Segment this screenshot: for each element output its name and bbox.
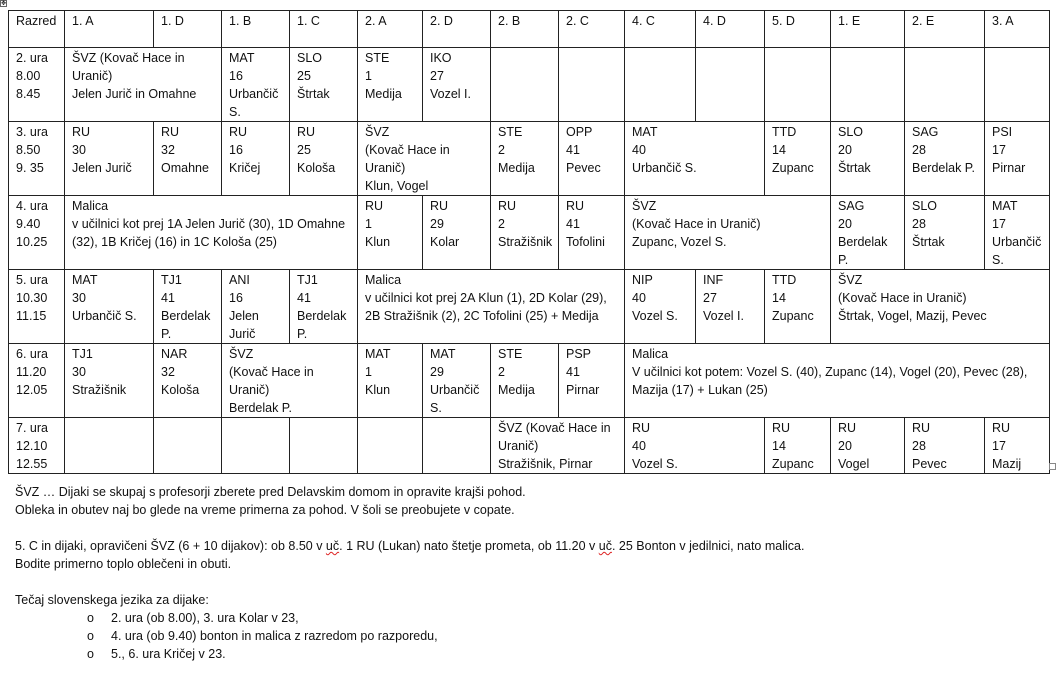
lesson-cell: TTD 14 Zupanc [765, 270, 831, 344]
period-cell: 7. ura 12.10 12.55 [9, 418, 65, 474]
header-cell: Razred [9, 11, 65, 48]
header-cell: 2. D [423, 11, 491, 48]
lesson-cell: MAT 17 Urbančič S. [985, 196, 1050, 270]
lesson-cell: OPP 41 Pevec [559, 122, 625, 196]
lesson-cell: RU 20 Vogel [831, 418, 905, 474]
lesson-cell [154, 418, 222, 474]
lesson-cell: RU 41 Tofolini [559, 196, 625, 270]
lesson-cell: Malica v učilnici kot prej 2A Klun (1), 2D Kolar (29), 2B Stražišnik (2), 2C Tofolini (25) + Medija [358, 270, 625, 344]
lesson-cell: INF 27 Vozel I. [696, 270, 765, 344]
header-cell: 4. D [696, 11, 765, 48]
lesson-cell: Malica v učilnici kot prej 1A Jelen Jurič (30), 1D Omahne (32), 1B Kričej (16) in 1C Kološa (25) [65, 196, 358, 270]
lesson-cell: TJ1 41 Berdelak P. [154, 270, 222, 344]
period-cell: 6. ura 11.20 12.05 [9, 344, 65, 418]
lesson-cell [65, 418, 154, 474]
note-line: 5. C in dijaki, opravičeni ŠVZ (6 + 10 dijakov): ob 8.50 v uč. 1 RU (Lukan) nato štetje prometa, ob 11.20 v uč. 25 Bonton v jedilnici, nato malica. [15, 539, 805, 553]
lesson-cell: RU 2 Stražišnik [491, 196, 559, 270]
spelling-flag: uč [325, 539, 340, 553]
lesson-cell: ŠVZ (Kovač Hace in Uranič) Klun, Vogel [358, 122, 491, 196]
lesson-cell: PSP 41 Pirnar [559, 344, 625, 418]
lesson-cell: MAT 1 Klun [358, 344, 423, 418]
lesson-cell: ŠVZ (Kovač Hace in Uranič) Štrtak, Vogel, Mazij, Pevec [831, 270, 1050, 344]
lesson-cell: RU 16 Kričej [222, 122, 290, 196]
lesson-cell [765, 48, 831, 122]
list-item: o 4. ura (ob 9.40) bonton in malica z razredom po razporedu, [87, 627, 804, 645]
period-cell: 5. ura 10.30 11.15 [9, 270, 65, 344]
schedule-table [8, 10, 1050, 474]
header-cell: 2. B [491, 11, 559, 48]
lesson-cell: MAT 29 Urbančič S. [423, 344, 491, 418]
schedule-body [9, 48, 1050, 474]
lesson-cell: NAR 32 Kološa [154, 344, 222, 418]
lesson-cell: RU 25 Kološa [290, 122, 358, 196]
course-list [15, 609, 804, 663]
note-line: Bodite primerno toplo oblečeni in obuti. [15, 557, 232, 571]
lesson-cell [222, 418, 290, 474]
lesson-cell: RU 28 Pevec [905, 418, 985, 474]
lesson-cell: SAG 20 Berdelak P. [831, 196, 905, 270]
lesson-cell: MAT 16 Urbančič S. [222, 48, 290, 122]
course-title: Tečaj slovenskega jezika za dijake: [15, 593, 209, 607]
lesson-cell: PSI 17 Pirnar [985, 122, 1050, 196]
header-cell: 5. D [765, 11, 831, 48]
list-item: o 2. ura (ob 8.00), 3. ura Kolar v 23, [87, 609, 804, 627]
lesson-cell: STE 2 Medija [491, 122, 559, 196]
lesson-cell: RU 1 Klun [358, 196, 423, 270]
lesson-cell [985, 48, 1050, 122]
header-cell: 1. A [65, 11, 154, 48]
lesson-cell: RU 40 Vozel S. [625, 418, 765, 474]
header-cell: 3. A [985, 11, 1050, 48]
lesson-cell [905, 48, 985, 122]
lesson-cell: RU 29 Kolar [423, 196, 491, 270]
table-row [9, 48, 1050, 122]
header-cell: 1. E [831, 11, 905, 48]
notes-section [15, 483, 804, 663]
table-row [9, 122, 1050, 196]
lesson-cell [625, 48, 696, 122]
lesson-cell [358, 418, 423, 474]
lesson-cell: RU 17 Mazij [985, 418, 1050, 474]
period-cell: 2. ura 8.00 8.45 [9, 48, 65, 122]
note-line: Obleka in obutev naj bo glede na vreme primerna za pohod. V šoli se preobujete v copate. [15, 503, 515, 517]
lesson-cell: ANI 16 Jelen Jurič [222, 270, 290, 344]
lesson-cell: RU 32 Omahne [154, 122, 222, 196]
lesson-cell: ŠVZ (Kovač Hace in Uranič) Zupanc, Vozel S. [625, 196, 831, 270]
list-item: o 5., 6. ura Kričej v 23. [87, 645, 804, 663]
lesson-cell: STE 1 Medija [358, 48, 423, 122]
lesson-cell: SLO 28 Štrtak [905, 196, 985, 270]
lesson-cell: IKO 27 Vozel I. [423, 48, 491, 122]
lesson-cell: STE 2 Medija [491, 344, 559, 418]
lesson-cell: Malica V učilnici kot potem: Vozel S. (40), Zupanc (14), Vogel (20), Pevec (28), Mazija (17) + Lukan (25) [625, 344, 1050, 418]
period-cell: 3. ura 8.50 9. 35 [9, 122, 65, 196]
lesson-cell [290, 418, 358, 474]
lesson-cell: ŠVZ (Kovač Hace in Uranič) Berdelak P. [222, 344, 358, 418]
lesson-cell: ŠVZ (Kovač Hace in Uranič) Jelen Jurič in Omahne [65, 48, 222, 122]
period-cell: 4. ura 9.40 10.25 [9, 196, 65, 270]
header-cell: 2. E [905, 11, 985, 48]
header-cell: 1. C [290, 11, 358, 48]
table-row [9, 344, 1050, 418]
header-cell: 2. C [559, 11, 625, 48]
note-line: ŠVZ … Dijaki se skupaj s profesorji zberete pred Delavskim domom in opravite krajši pohod. [15, 485, 526, 499]
lesson-cell [491, 48, 559, 122]
lesson-cell: RU 30 Jelen Jurič [65, 122, 154, 196]
lesson-cell: NIP 40 Vozel S. [625, 270, 696, 344]
lesson-cell [559, 48, 625, 122]
lesson-cell: TJ1 41 Berdelak P. [290, 270, 358, 344]
table-resize-handle[interactable] [1049, 463, 1056, 470]
header-cell: 2. A [358, 11, 423, 48]
table-row [9, 270, 1050, 344]
lesson-cell: SLO 25 Štrtak [290, 48, 358, 122]
lesson-cell [423, 418, 491, 474]
lesson-cell: MAT 30 Urbančič S. [65, 270, 154, 344]
lesson-cell: TJ1 30 Stražišnik [65, 344, 154, 418]
lesson-cell: SAG 28 Berdelak P. [905, 122, 985, 196]
header-row [9, 11, 1050, 48]
lesson-cell: ŠVZ (Kovač Hace in Uranič) Stražišnik, Pirnar [491, 418, 625, 474]
lesson-cell: MAT 40 Urbančič S. [625, 122, 765, 196]
lesson-cell [831, 48, 905, 122]
spelling-flag: uč [598, 539, 612, 553]
lesson-cell: SLO 20 Štrtak [831, 122, 905, 196]
table-row [9, 418, 1050, 474]
header-cell: 1. D [154, 11, 222, 48]
lesson-cell [696, 48, 765, 122]
header-cell: 1. B [222, 11, 290, 48]
table-row [9, 196, 1050, 270]
header-cell: 4. C [625, 11, 696, 48]
table-anchor-icon[interactable]: ✥ [1, 1, 7, 7]
lesson-cell: TTD 14 Zupanc [765, 122, 831, 196]
lesson-cell: RU 14 Zupanc [765, 418, 831, 474]
